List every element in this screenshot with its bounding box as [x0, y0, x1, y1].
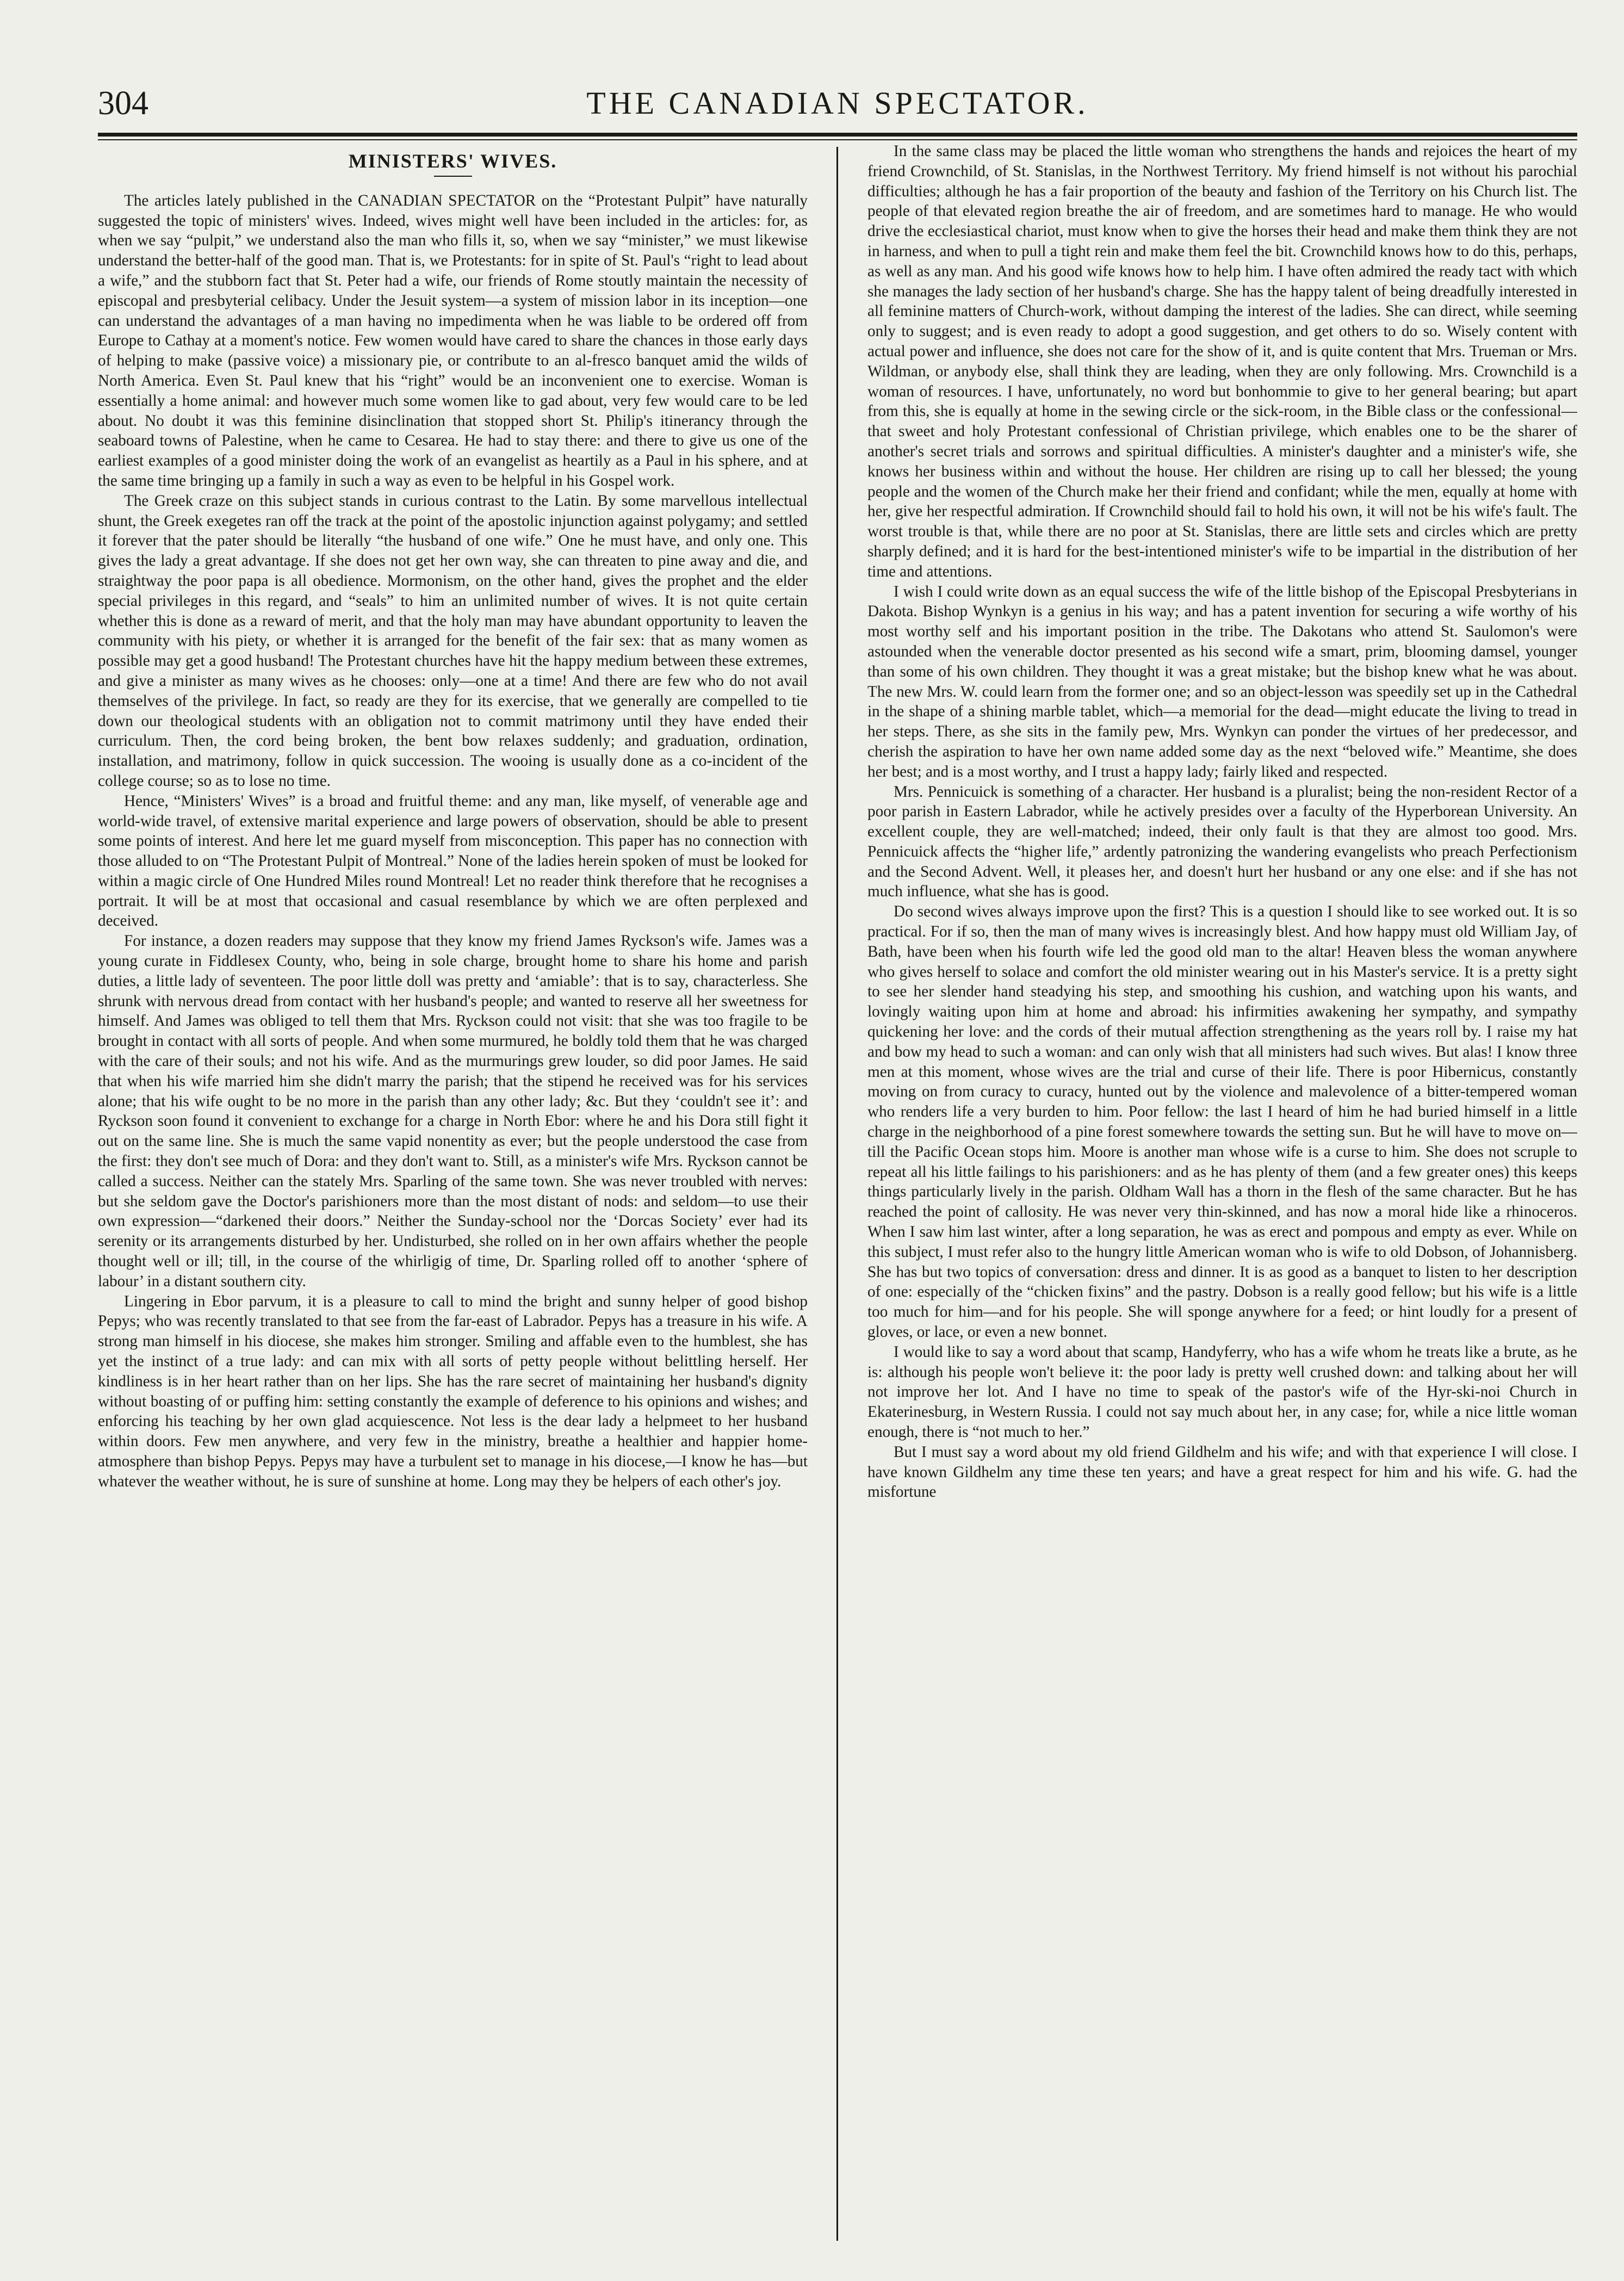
paragraph: Do second wives always improve upon the first? This is a question I should like to see worked out. It is so practical. For if so, then the man of many wives is increasingly blest. And how happy must old William Jay, of Bath, have been when his fourth wife led the good old man to the altar! Heaven bless the woman anywhere who gives herself to solace and comfort the old minister wearing out in his Master's service. It is a pretty sight to see her slender hand steadying his step, and smoothing his cushion, and watching upon his wants, and lovingly waiting upon him at home and abroad: his infirmities awakening her sympathy, and sympathy quickening her love: and the cords of their mutual affection strengthening as the years roll by. I raise my hat and bow my head to such a woman: and can only wish that all ministers had such wives. But alas! I know three men at this moment, whose wives are the trial and curse of their life. There is poor Hibernicus, constantly moving on from curacy to curacy, hunted out by the violence and malevolence of a bitter-tempered woman who renders life a very burden to him. Poor fellow: the last I heard of him he had buried himself in a little charge in the neighborhood of a pine forest somewhere towards the setting sun. But he will have to move on—till the Pacific Ocean stops him. Moore is another man whose wife is a curse to him. She does not scruple to repeat all his little failings to his parishioners: and as he has plenty of them (and a few greater ones) this keeps things particularly lively in the parish. Oldham Wall has a thorn in the flesh of the same character. But he has reached the point of callosity. He was never very thin-skinned, and has now a moral hide like a rhinoceros. When I saw him last winter, after a long separation, he was as erect and pompous and empty as ever. While on this subject, I must refer also to the hungry little American woman who is wife to old Dobson, of Johannisberg. She has but two topics of conversation: dress and dinner. It is as good as a banquet to listen to her description of one: especially of the “chicken fixins” and the pastry. Dobson is a really good fellow; but his wife is a little too much for him—and for his people. She will sponge anywhere for a feed; or hint loudly for a present of gloves, or lace, or even a new bonnet.: [867, 903, 1577, 1341]
paragraph: Lingering in Ebor parvum, it is a pleasure to call to mind the bright and sunny helper of good bishop Pepys; who was recently translated to that see from the far-east of Labrador. Pepys has a treasure in his wife. A strong man himself in his diocese, she makes him stronger. Smiling and affable even to the humblest, she has yet the instinct of a true lady: and can mix with all sorts of petty people without belittling herself. Her kindliness is in her heart rather than on her lips. She has the rare secret of maintaining her husband's dignity without boasting of or puffing him: setting constantly the example of deference to his opinions and wishes; and enforcing his teaching by her own glad acquiescence. Not less is the dear lady a helpmeet to her husband within doors. Few men anywhere, and very few in the ministry, breathe a healthier and happier home-atmosphere than bishop Pepys. Pepys may have a turbulent set to manage in his diocese,—I know he has—but whatever the weather without, he is sure of sunshine at home. Long may they be helpers of each other's joy.: [98, 1292, 808, 1490]
article-title: MINISTERS' WIVES.: [348, 150, 557, 172]
column-divider: [836, 147, 838, 2241]
left-column: [98, 141, 808, 2246]
paragraph: The Greek craze on this subject stands in curious contrast to the Latin. By some marvellous intellectual shunt, the Greek exegetes ran off the track at the point of the apostolic injunction against polygamy; and settled it forever that the pater should be literally “the husband of one wife.” One he must have, and only one. This gives the lady a great advantage. If she does not get her own way, she can threaten to pine away and die, and straightway the poor papa is all obedience. Mormonism, on the other hand, gives the prophet and the elder special privileges in this regard, and “seals” to him an unlimited number of wives. It is not quite certain whether this is done as a reward of merit, and that the holy man may have abundant opportunity to leaven the community with his piety, or whether it is arranged for the benefit of the fair sex: that as many women as possible may get a good husband! The Protestant churches have hit the happy medium between these extremes, and give a minister as many wives as he chooses: only—one at a time! And there are few who do not avail themselves of the privilege. In fact, so ready are they for its exercise, that we generally are compelled to tie down our theological students with an obligation not to commit matrimony until they have ended their curriculum. Then, the cord being broken, the bent bow relaxes suddenly; and graduation, ordination, installation, and matrimony, follow in quick succession. The wooing is usually done as a co-incident of the college course; so as to lose no time.: [98, 492, 808, 790]
paragraph: I wish I could write down as an equal success the wife of the little bishop of the Episcopal Presbyterians in Dakota. Bishop Wynkyn is a genius in his way; and has a patent invention for securing a wife worthy of his most worthy self and his important position in the tribe. The Dakotans who attend St. Saulomon's were astounded when the venerable doctor presented as his second wife a smart, prim, blooming damsel, younger than some of his own children. They thought it was a great mistake; but the bishop knew what he was about. The new Mrs. W. could learn from the former one; and so an object-lesson was speedily set up in the Cathedral in the shape of a shining marble tablet, which—a memorial for the dead—might educate the living to tread in her steps. There, as she sits in the family pew, Mrs. Wynkyn can ponder the virtues of her predecessor, and cherish the aspiration to have her own name added some day as the next “beloved wife.” Meantime, she does her best; and is a most worthy, and I trust a happy lady; fairly liked and respected.: [867, 582, 1577, 780]
journal-title: THE CANADIAN SPECTATOR.: [586, 85, 1089, 121]
header-rule-thin: [98, 139, 1577, 140]
paragraph: The articles lately published in the CANADIAN SPECTATOR on the “Protestant Pulpit” have naturally suggested the topic of ministers' wives. Indeed, wives might well have been included in the articles: for, as when we say “pulpit,” we understand also the man who fills it, so, when we say “minister,” we must likewise understand the better-half of the good man. That is, we Protestants: for in spite of St. Paul's “right to lead about a wife,” and the stubborn fact that St. Peter had a wife, our friends of Rome stoutly maintain the necessity of episcopal and presbyterial celibacy. Under the Jesuit system—a system of mission labor in its inception—one can understand the advantages of a man having no impedimenta when he was liable to be ordered off from Europe to Cathay at a moment's notice. Few women would have cared to share the chances in those early days of helping to make (passive voice) a missionary pie, or contribute to an al-fresco banquet amid the wilds of North America. Even St. Paul knew that his “right” would be an inconvenient one to exercise. Woman is essentially a home animal: and however much some women like to gad about, very few would care to be led about. No doubt it was this feminine disinclination that stopped short St. Philip's itinerancy through the seaboard towns of Palestine, when he came to Cesarea. He had to stay there: and there to give us one of the earliest examples of a good minister doing the work of an evangelist as heartily as a Paul in his sphere, and at the same time bringing up a family in such a way as even to be helpful in his Gospel work.: [98, 191, 808, 489]
paragraph: But I must say a word about my old friend Gildhelm and his wife; and with that experience I will close. I have known Gildhelm any time these ten years; and have a great respect for him and his wife. G. had the misfortune: [867, 1443, 1577, 1501]
page-header: [98, 82, 1577, 131]
page-number: 304: [98, 85, 148, 122]
paragraph: Mrs. Pennicuick is something of a character. Her husband is a pluralist; being the non-resident Rector of a poor parish in Eastern Labrador, while he actively presides over a faculty of the Hyperborean University. An excellent couple, they are well-matched; indeed, their only fault is that they are almost too good. Mrs. Pennicuick affects the “higher life,” ardently patronizing the wandering evangelists who preach Perfectionism and the Second Advent. Well, it pleases her, and doesn't hurt her husband or any one else: and if she has not much influence, what she has is good.: [867, 783, 1577, 901]
paragraph: I would like to say a word about that scamp, Handyferry, who has a wife whom he treats like a brute, as he is: although his people won't believe it: the poor lady is pretty well crushed down: and talking about her will not improve her lot. And I have no time to speak of the pastor's wife of the Hyr-ski-noi Church in Ekaterinesburg, in Western Russia. I could not say much about her, in any case; for, while a nice little woman enough, there is “not much to her.”: [867, 1343, 1577, 1441]
right-column: [867, 141, 1577, 2246]
article-columns: [98, 141, 1577, 2246]
title-rule: [434, 176, 472, 177]
header-rule-thick: [98, 133, 1577, 137]
newspaper-page: [98, 82, 1577, 2257]
paragraph: Hence, “Ministers' Wives” is a broad and fruitful theme: and any man, like myself, of venerable age and world-wide travel, of extensive marital experience and large powers of observation, should be able to present some points of interest. And here let me guard myself from misconception. This paper has no connection with those alluded to on “The Protestant Pulpit of Montreal.” None of the ladies herein spoken of must be looked for within a magic circle of One Hundred Miles round Montreal! Let no reader think therefore that he recognises a portrait. It will be at most that occasional and casual resemblance by which we are often perplexed and deceived.: [98, 792, 808, 930]
paragraph: For instance, a dozen readers may suppose that they know my friend James Ryckson's wife. James was a young curate in Fiddlesex County, who, being in sole charge, brought home to share his home and parish duties, a little lady of seventeen. The poor little doll was pretty and ‘amiable’: that is to say, characterless. She shrunk with nervous dread from contact with her husband's people; and wanted to reserve all her sweetness for himself. And James was obliged to tell them that Mrs. Ryckson could not visit: that she was too fragile to be brought in contact with all sorts of people. And when some murmured, he boldly told them that he was charged with the care of their souls; and not his wife. And as the murmurings grew louder, so did poor James. He said that when his wife married him she didn't marry the parish; that the stipend he received was for his services alone; that his wife ought to be no more in the parish than any other lady; &c. But they ‘couldn't see it’: and Ryckson soon found it convenient to exchange for a charge in North Ebor: where he and his Dora still fight it out on the same line. She is much the same vapid nonentity as ever; but the people understood the case from the first: they don't see much of Dora: and they don't want to. Still, as a minister's wife Mrs. Ryckson cannot be called a success. Neither can the stately Mrs. Sparling of the same town. She was never troubled with nerves: but she seldom gave the Doctor's parishioners more than the most distant of nods: and seldom—to use their own expression—“darkened their doors.” Neither the Sunday-school nor the ‘Dorcas Society’ ever had its serenity or its arrangements disturbed by her. Undisturbed, she rolled on in her own affairs whether the people thought well or ill; till, in the course of the whirligig of time, Dr. Sparling rolled off to another ‘sphere of labour’ in a distant southern city.: [98, 932, 808, 1290]
paragraph: In the same class may be placed the little woman who strengthens the hands and rejoices the heart of my friend Crownchild, of St. Stanislas, in the Northwest Territory. My friend himself is not without his parochial difficulties; although he has a fair proportion of the beauty and fashion of the Territory on his Church list. The people of that elevated region breathe the air of freedom, and are sometimes hard to manage. He who would drive the ecclesiastical chariot, must know when to give the horses their head and make them think they are not in harness, and when to pull a tight rein and make them feel the bit. Crownchild knows how to do this, perhaps, as well as any man. And his good wife knows how to help him. I have often admired the ready tact with which she manages the lady section of her husband's charge. She has the happy talent of being dreadfully interested in all feminine matters of Church-work, without damping the interest of the ladies. She can direct, while seeming only to suggest; and is even ready to adopt a good suggestion, and get others to do so. Wisely content with actual power and influence, she does not care for the show of it, and is quite content that Mrs. Trueman or Mrs. Wildman, or anybody else, shall think they are leading, when they are only following. Mrs. Crownchild is a woman of resources. I have, unfortunately, no word but bonhommie to give to her general bearing; but apart from this, she is equally at home in the sewing circle or the sick-room, in the Bible class or the confessional—that sweet and holy Protestant confessional of Christian privilege, which enables one to be the sharer of another's secret trials and sorrows and spiritual difficulties. A minister's daughter and a minister's wife, she knows her business within and without the house. Her children are rising up to call her blessed; the young people and the women of the Church make her their friend and confidant; while the men, equally at home with her, give her respectful admiration. If Crownchild should fail to hold his own, it will not be his wife's fault. The worst trouble is that, while there are no poor at St. Stanislas, there are little sets and circles which are pretty sharply defined; and it is hard for the best-intentioned minister's wife to be impartial in the distribution of her time and attentions.: [867, 142, 1577, 580]
